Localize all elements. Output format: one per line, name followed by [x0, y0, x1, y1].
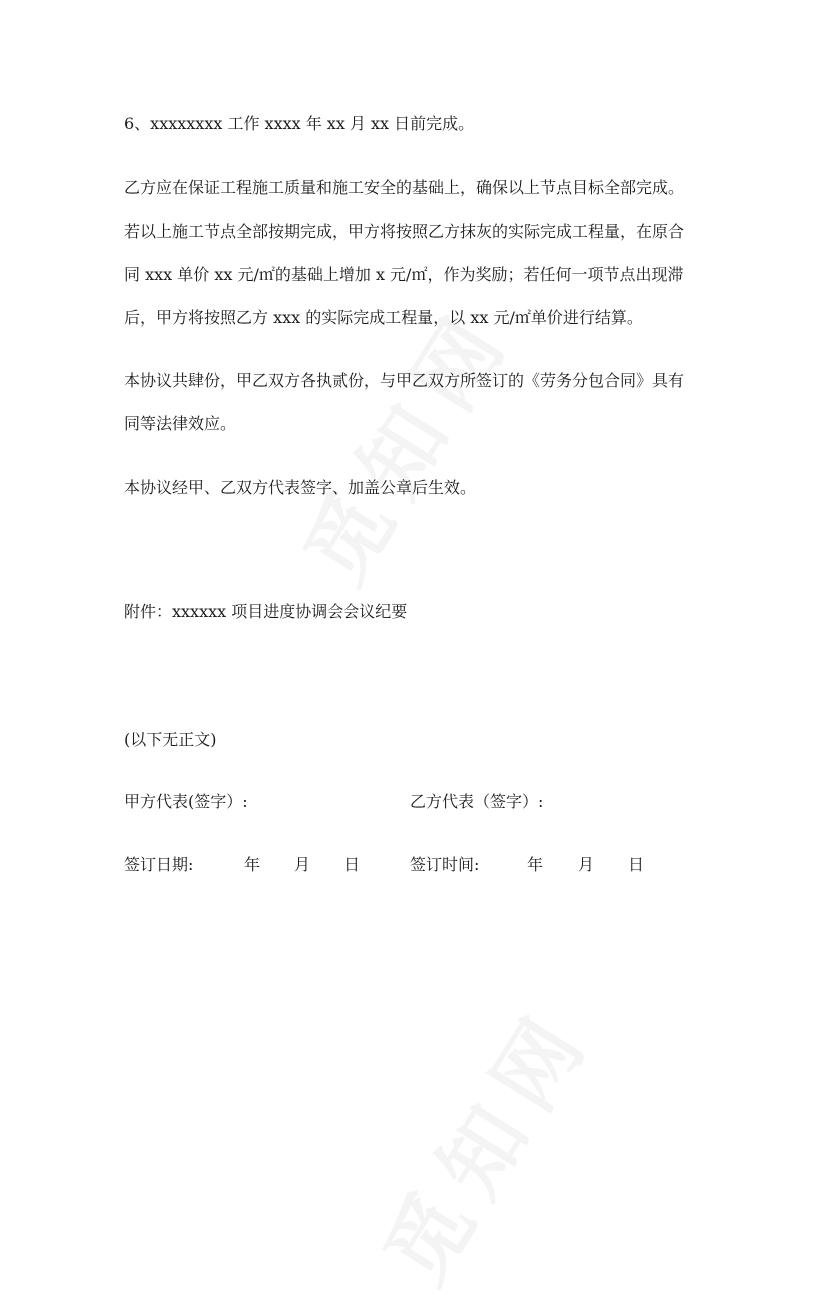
- party-a-day: 日: [344, 855, 361, 874]
- party-b-month: 月: [578, 855, 595, 874]
- attachment-line: 附件：xxxxxx 项目进度协调会会议纪要: [124, 602, 408, 621]
- paragraph-1-line-4: 后，甲方将按照乙方 xxx 的实际完成工程量，以 xx 元/㎡单价进行结算。: [124, 308, 643, 327]
- paragraph-2-line-1: 本协议共肆份，甲乙双方各执贰份，与甲乙双方所签订的《劳务分包合同》具有: [124, 371, 685, 390]
- party-a-rep-label: 甲方代表(签字）:: [124, 792, 248, 811]
- end-note: (以下无正文): [124, 730, 217, 749]
- item-6: 6、xxxxxxxx 工作 xxxx 年 xx 月 xx 日前完成。: [124, 114, 475, 133]
- party-b-day: 日: [628, 855, 645, 874]
- paragraph-2-line-2: 同等法律效应。: [124, 414, 237, 433]
- paragraph-1-line-1: 乙方应在保证工程施工质量和施工安全的基础上，确保以上节点目标全部完成。: [124, 178, 685, 197]
- watermark-text-bottom: [351, 979, 616, 1302]
- paragraph-3: 本协议经甲、乙双方代表签字、加盖公章后生效。: [124, 478, 477, 497]
- party-a-month: 月: [294, 855, 311, 874]
- party-a-year: 年: [244, 855, 261, 874]
- party-b-year: 年: [527, 855, 544, 874]
- sign-date-label: 签订日期:: [124, 855, 194, 874]
- sign-time-label: 签订时间:: [410, 855, 480, 874]
- party-b-rep-label: 乙方代表（签字）:: [410, 792, 544, 811]
- paragraph-1-line-3: 同 xxx 单价 xx 元/㎡的基础上增加 x 元/㎡，作为奖励；若任何一项节点出现滞: [124, 265, 684, 284]
- paragraph-1-line-2: 若以上施工节点全部按期完成，甲方将按照乙方抹灰的实际完成工程量，在原合: [124, 222, 685, 241]
